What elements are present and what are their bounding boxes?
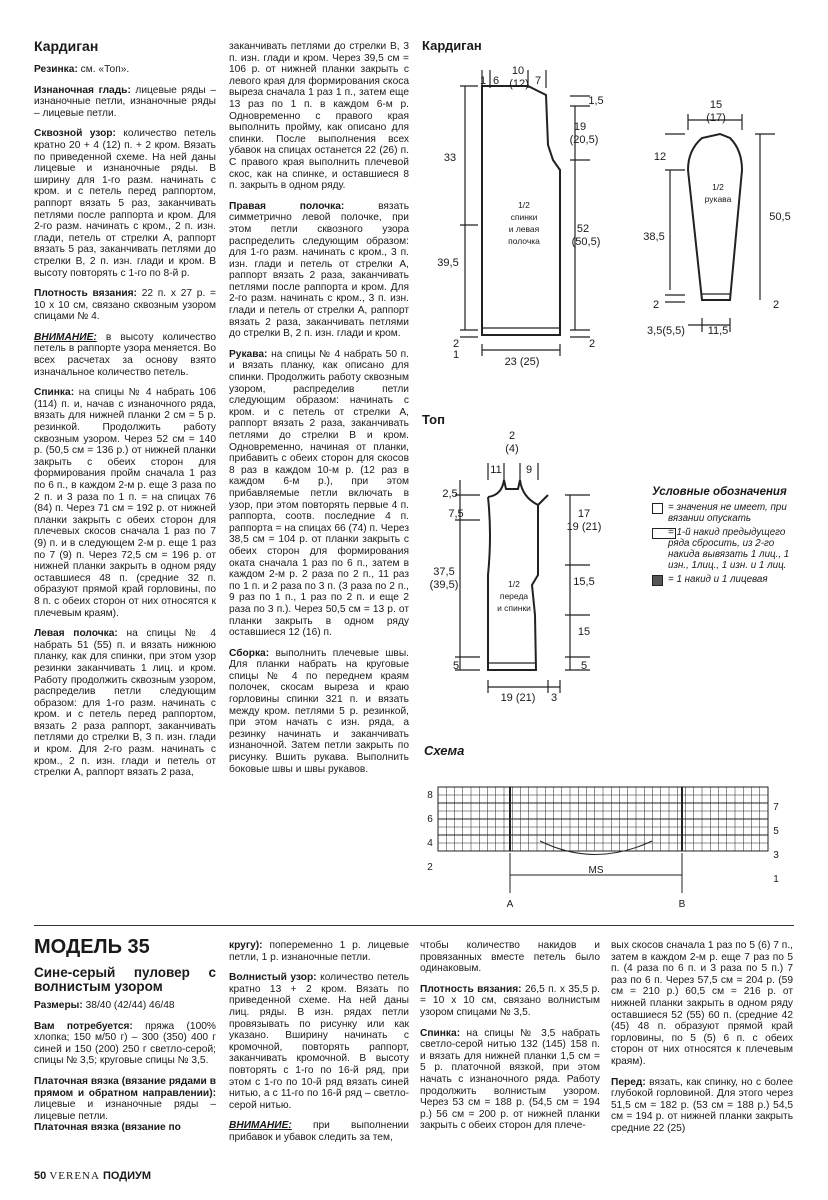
model-column-3 bbox=[420, 940, 600, 1141]
dim-label: 3,5(5,5) bbox=[647, 325, 685, 337]
row-number: 1 bbox=[773, 874, 779, 885]
paragraph: Сборка: выполнить плечевые швы. Для планки набрать на круговые спицы № 4 по переднем краям полочек, скосам выреза и краю горловины спинки 321 п. и вязать между кром. петлями 5 р. резинкой, при этом начать с изн. ряда, а резинку начинать и заканчивать изнаночной. Затем петли закрыть по рисунку. Вшить рукава. Выполнить боковые швы и швы рукавов. bbox=[229, 647, 409, 775]
row-number: 4 bbox=[427, 838, 433, 849]
diagram-title-top: Топ bbox=[422, 412, 445, 427]
piece-label: спинки bbox=[510, 212, 538, 222]
paragraph: Левая полочка: на спицы № 4 набрать 51 (55) п. и вязать нижнюю планку, как для спинки, при этом узор резинки заканчивать 1 лиц. и кром. Работу продолжить сквозным узором, распределив петли следующим образом: для 1-го разм. начинать с кром. и с петель перед раппортом, вязать 2 раза раппорт, заканчивать петлями до стрелки В, 3 п. изн. глади и кром. Для 2-го разм. начинать с кром., 2 п. изн. глади и петель от стрелки А, раппорт вязать 2 раза, bbox=[34, 628, 216, 779]
row-number: 7 bbox=[773, 802, 779, 813]
paragraph: Вам потребуется: пряжа (100% хлопка; 150 м/50 г) – 300 (350) 400 г синей и 150 (200) 250 г светло-серой; спицы № 3,5; круговые спицы № 3,5. bbox=[34, 1020, 216, 1067]
text-column-2 bbox=[229, 41, 409, 784]
piece-label: 1/2 bbox=[712, 182, 724, 192]
dim-label: 2 bbox=[772, 299, 780, 311]
paragraph: Изнаночная гладь: лицевые ряды – изнаночные петли, изнаночные ряды – лицевые петли. bbox=[34, 84, 216, 119]
model-subtitle: Сине-серый пуловер с волнистым узором bbox=[34, 965, 216, 994]
model-column-4 bbox=[611, 940, 793, 1144]
cardigan-sleeve-diagram bbox=[630, 90, 800, 350]
paragraph: вых скосов сначала 1 раз по 5 (6) 7 п., затем в каждом 2-м р. еще 7 раз по 5 п. (4 раза по 6 п. и 3 раза по 5 п.) 7 раз по 6 п. Через 57,5 см = 204 р. (59 см = 210 р.) 60,5 см = 216 р. от нижней планки закрыть в одном ряду оставшиеся 52 (55) 60 п. (средние 42 (45) 48 п. образуют прямой край горловины, по 5 (5) 6 п. с обеих сторон от них относятся к плечевым краям). bbox=[611, 940, 793, 1067]
row-number: 3 bbox=[773, 850, 779, 861]
piece-label: рукава bbox=[704, 194, 732, 204]
page-footer bbox=[34, 1170, 151, 1182]
section-divider bbox=[34, 925, 794, 926]
model-column-1 bbox=[34, 966, 216, 1143]
paragraph: чтобы количество накидов и провязанных вместе петель было одинаковым. bbox=[420, 940, 600, 975]
paragraph: ВНИМАНИЕ: в высоту количество петель в раппорте узора меняется. Во всех расчетах за основу взято изначальное количество петель. bbox=[34, 331, 216, 378]
row-number: 5 bbox=[773, 826, 779, 837]
piece-label: переда bbox=[499, 591, 529, 601]
paragraph: Волнистый узор: количество петель кратно 13 + 2 кром. Вязать по приведенной схеме. На ней даны лиц. ряды. В изн. рядах петли провязывать по рисунку или как указано. Вширину начинать с кромочной, повторять раппорт, заканчивать кромочной. В высоту повторять с 1-го по 16-й ряд, при этом с 1-го по 10-й ряд вязать синей нитью, а с 11-го по 16-й ряд – светло-серой нитью. bbox=[229, 972, 410, 1111]
dim-label: 19 (21) bbox=[566, 521, 602, 533]
row-number: 8 bbox=[427, 790, 433, 801]
legend-item: = значения не имеет, при вязании опускать bbox=[652, 502, 802, 524]
empty-cell-icon bbox=[652, 503, 663, 514]
dim-label: 15,5 bbox=[573, 576, 595, 588]
dim-label: 7 bbox=[534, 75, 542, 87]
dim-label: 6 bbox=[492, 75, 500, 87]
paragraph: Платочная вязка (вязание рядами в прямом и обратном направлении): лицевые и изнаночные ряды – лицевые петли. Платочная вязка (вязание по bbox=[34, 1075, 216, 1134]
text-column-1 bbox=[34, 38, 216, 788]
dim-label: 23 (25) bbox=[504, 356, 540, 368]
dim-label: 37,5 bbox=[433, 566, 455, 578]
paragraph: Спинка: на спицы № 4 набрать 106 (114) п. и, начав с изнаночного ряда, вязать для нижней планки 2 см = 5 р. резинкой. Продолжить работу сквозным узором. Через 52 см = 140 р. (50,5 см = 136 р.) от нижней планки закрыть с обеих сторон для формирования пройм сначала 1 раз по 6 п., в каждом 2-м р. еще 3 раза по 2 п. и 3 раза по 1 п. = на спицах 76 (84) п. Через 71 см = 192 р. от нижней планки закрыть с обеих сторон для плечевых скосов сначала 1 раз по 7 (9) п. и в следующем 2-м р. еще 1 раз по 7 (9) п. Через 72,5 см = 196 р. от нижней планки закрыть в одном ряду оставшиеся 48 п. (средние 32 п. образуют прямой край горловины, по 8 п. с обеих сторон от них относятся к плечевым краям). bbox=[34, 387, 216, 619]
dim-label: 52 bbox=[576, 223, 590, 235]
dim-label: (12) bbox=[509, 78, 529, 90]
brand-name-2: ПОДИУМ bbox=[102, 1170, 152, 1182]
dim-label: 9 bbox=[525, 464, 533, 476]
dim-label: 50,5 bbox=[769, 211, 791, 223]
paragraph: Плотность вязания: 22 п. х 27 р. = 10 х 10 см, связано сквозным узором спицами № 4. bbox=[34, 288, 216, 323]
dim-label: 38,5 bbox=[643, 231, 665, 243]
legend bbox=[652, 487, 802, 588]
row-number: 2 bbox=[427, 862, 433, 873]
paragraph: заканчивать петлями до стрелки В, 3 п. изн. глади и кром. Через 39,5 см = 106 р. от нижней планки закрыть с левого края для формирования скоса выреза сначала 1 раз 1 п., затем еще 13 раз по 1 п. в каждом 6-м р. Одновременно с правого края выполнить пройму, как описано для спинки. После выполнения всех убавок на спицах останется 22 (26) п. С правого края выполнить плечевой скос, как на спинке, и оставшиеся 8 п. закрыть в одном ряду. bbox=[229, 41, 409, 192]
dim-label: 15 bbox=[709, 99, 723, 111]
paragraph: Резинка: см. «Топ». bbox=[34, 64, 130, 75]
paragraph: Сквозной узор: количество петель кратно 20 + 4 (12) п. + 2 кром. Вязать по приведенной схеме. На ней даны лицевые и изнаночные ряды. В ширину для 1-го разм. начинать с кром. и с петель перед раппортом, раппорт вязать 5 раз, заканчивать петлями после раппорта и кром. Для 2-го разм. начинать с кром., 2 п. изн. глади, петель от стрелки А, раппорт вязать 5 раз, заканчивать петлями до стрелки В, 2 п. изн. глади и кром. В высоту повторять с 1-го по 8-й р. bbox=[34, 128, 217, 279]
arrow-b-label: B bbox=[678, 899, 686, 910]
dim-label: 7,5 bbox=[448, 508, 464, 520]
dim-label: 5 bbox=[452, 660, 460, 672]
piece-label: 1/2 bbox=[508, 579, 520, 589]
section-title-cardigan: Кардиган bbox=[34, 38, 99, 54]
model-heading: МОДЕЛЬ 35 bbox=[34, 936, 150, 958]
paragraph: Спинка: на спицы № 3,5 набрать светло-серой нитью 132 (145) 158 п. и вязать для нижней планки 1,5 см = 5 р. платочной вязкой, при этом начать с изнаночного ряда. Работу продолжить волнистым узором. Через 53 см = 188 р. (54,5 см = 194 р.) 56 см = 200 р. от нижней планки закрыть с обеих сторон для плече- bbox=[420, 1027, 600, 1132]
dim-label: 1,5 bbox=[588, 95, 604, 107]
cardigan-front-diagram bbox=[420, 60, 630, 380]
dim-label: 2 bbox=[508, 430, 516, 442]
paragraph: ВНИМАНИЕ: при выполнении прибавок и убавок следить за тем, bbox=[229, 1120, 409, 1143]
dim-label: 17 bbox=[577, 508, 591, 520]
dim-label: 19 bbox=[573, 121, 587, 133]
dim-label: 19 (21) bbox=[500, 692, 536, 704]
dim-label: 11 bbox=[490, 464, 502, 476]
scheme-title: Схема bbox=[424, 743, 465, 758]
dim-label: 39,5 bbox=[437, 257, 459, 269]
paragraph: Правая полочка: вязать симметрично левой полочке, при этом петли сквозного узора распределить следующим образом: для 1-го разм. начинать с кром., 3 п. изн. глади и петель от стрелки А, раппорт вязать 2 раза, заканчивать петлями после раппорта и кром. Для 2-го разм. начинать с кром., 3 п. изн. глади и петель от стрелки А, раппорт вязать 2 раза, заканчивать петлями до стрелки В, 2 п. изн. глади и кром. bbox=[229, 200, 410, 340]
legend-item: = 1-й накид предыдущего ряда сбросить, из 2-го накида вывязать 1 лиц., 1 изн., 1лиц., 1 изн. и 1 лиц. bbox=[652, 527, 802, 571]
dim-label: (20,5) bbox=[569, 134, 599, 146]
dim-label: (50,5) bbox=[571, 236, 601, 248]
paragraph: Перед: вязать, как спинку, но с более глубокой горловиной. Для этого через 51,5 см = 182 р. (53 см = 188 р.) 54,5 см = 194 р. от нижней планки закрыть средние 22 (25) bbox=[611, 1076, 793, 1134]
brand-name: VERENA bbox=[49, 1170, 100, 1182]
yarn-over-knit-icon bbox=[652, 575, 663, 586]
scheme-chart bbox=[420, 783, 800, 913]
dim-label: 2 bbox=[652, 299, 660, 311]
dim-label: 1 bbox=[479, 75, 487, 87]
paragraph: Рукава: на спицы № 4 набрать 50 п. и вязать планку, как описано для спинки. Продолжить работу сквозным узором, распределив петли следующим образом: начинать с кром. и с петель от стрелки А, раппорт вязать 2 раза, заканчивать петлями до стрелки В и кром. Одновременно, начиная от планки, прибавить с обеих сторон для скосов 8 раз в каждом 10-м р. (12 раз в каждом 6-м р.), при этом прибавляемые петли включать в узор, при этом повторять первые 4 п. раппорта, соотв. последние 4 п. раппорта = на спицах 66 (74) п. Через 38,5 см = 104 р. от планки закрыть с обеих сторон для формирования оката сначала 1 раз по 6 п., затем в каждом 2-м р. 2 раза по 2 п., 11 раз по 1 п. и 2 раза по 3 п. (3 раза по 2 п., 9 раз по 1 п., 1 раз по 2 п. и еще 2 раза по 3 п.). Через 50,5 см = 13 р. от планки закрыть в одном ряду оставшиеся 12 (16) п. bbox=[229, 348, 409, 639]
legend-title: Условные обозначения bbox=[652, 486, 787, 498]
dim-label: (17) bbox=[706, 112, 726, 124]
diagram-title-cardigan: Кардиган bbox=[422, 38, 482, 53]
multi-stitch-icon bbox=[652, 528, 676, 539]
top-diagram bbox=[420, 425, 640, 705]
piece-label: и спинки bbox=[497, 603, 531, 613]
dim-label: 11,5 bbox=[707, 325, 729, 337]
dim-label: 33 bbox=[443, 152, 457, 164]
dim-label: 2 bbox=[588, 338, 596, 350]
arrow-a-label: A bbox=[506, 899, 514, 910]
paragraph: кругу): попеременно 1 р. лицевые петли, 1 р. изнаночные петли. bbox=[229, 940, 409, 963]
dim-label: 2,5 bbox=[442, 488, 458, 500]
legend-item: = 1 накид и 1 лицевая bbox=[652, 574, 802, 585]
row-number: 6 bbox=[427, 814, 433, 825]
dim-label: 2 bbox=[452, 338, 460, 350]
piece-label: и левая bbox=[508, 224, 540, 234]
paragraph: Размеры: 38/40 (42/44) 46/48 bbox=[34, 1000, 175, 1011]
piece-label: полочка bbox=[508, 236, 540, 246]
dim-label: 5 bbox=[580, 660, 588, 672]
page-number: 50 bbox=[34, 1170, 47, 1182]
dim-label: 10 bbox=[511, 65, 525, 77]
paragraph: Плотность вязания: 26,5 п. х 35,5 р. = 10 х 10 см, связано волнистым узором спицами № 3,5. bbox=[420, 983, 601, 1018]
dim-label: 1 bbox=[452, 349, 460, 361]
dim-label: 3 bbox=[550, 692, 558, 704]
scheme-ms-label: MS bbox=[588, 865, 604, 876]
model-column-2 bbox=[229, 940, 409, 1153]
dim-label: 15 bbox=[577, 626, 591, 638]
piece-label: 1/2 bbox=[518, 200, 530, 210]
dim-label: (39,5) bbox=[429, 579, 459, 591]
dim-label: 12 bbox=[653, 151, 667, 163]
dim-label: (4) bbox=[505, 443, 519, 455]
